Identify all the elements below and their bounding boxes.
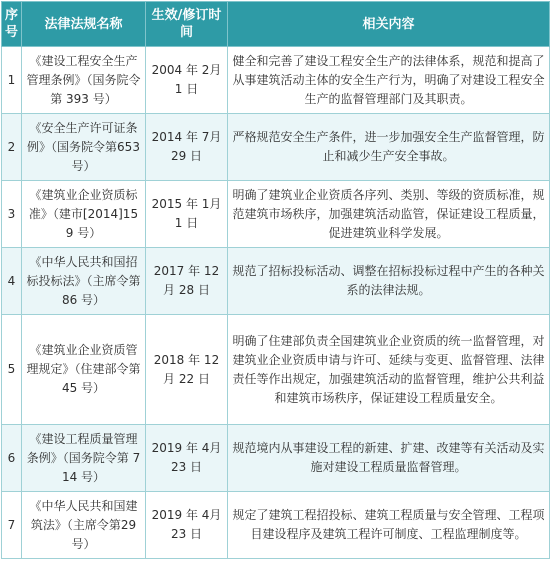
header-name: 法律法规名称 (22, 2, 146, 47)
effective-date: 2019 年 4月23 日 (146, 425, 228, 492)
table-row (2, 47, 550, 114)
row-num: 1 (2, 47, 22, 114)
regulation-name: 《建筑业企业资质管理规定》（住建部令第 45 号） (22, 315, 146, 425)
effective-date: 2017 年 12月 28 日 (146, 248, 228, 315)
row-num: 6 (2, 425, 22, 492)
regulation-name: 《安全生产许可证条例》（国务院令第653 号） (22, 114, 146, 181)
header-date: 生效/修订时间 (146, 2, 228, 47)
effective-date: 2004 年 2月1 日 (146, 47, 228, 114)
regulation-name: 《中华人民共和国建筑法》（主席令第29 号） (22, 492, 146, 559)
table-row (2, 492, 550, 559)
regulation-content: 健全和完善了建设工程安全生产的法律体系，规范和提高了从事建筑活动主体的安全生产行为，明确了对建设工程安全生产的监督管理部门及其职责。 (228, 47, 550, 114)
effective-date: 2019 年 4月23 日 (146, 492, 228, 559)
row-num: 3 (2, 181, 22, 248)
regulation-name: 《建设工程安全生产管理条例》（国务院令第 393 号） (22, 47, 146, 114)
header-num: 序号 (2, 2, 22, 47)
regulations-table (1, 1, 550, 559)
regulation-content: 规定了建筑工程招投标、建筑工程质量与安全管理、工程项目建设程序及建筑工程许可制度、工程监理制度等。 (228, 492, 550, 559)
table-row (2, 248, 550, 315)
table-row (2, 181, 550, 248)
row-num: 2 (2, 114, 22, 181)
regulation-name: 《建设工程质量管理条例》（国务院令第 714 号） (22, 425, 146, 492)
row-num: 5 (2, 315, 22, 425)
regulation-content: 严格规范安全生产条件，进一步加强安全生产监督管理，防止和减少生产安全事故。 (228, 114, 550, 181)
row-num: 7 (2, 492, 22, 559)
regulation-name: 《建筑业企业资质标准》（建市[2014]159 号） (22, 181, 146, 248)
effective-date: 2015 年 1月 1 日 (146, 181, 228, 248)
table-row (2, 114, 550, 181)
row-num: 4 (2, 248, 22, 315)
table-row (2, 315, 550, 425)
regulation-content: 明确了住建部负责全国建筑业企业资质的统一监督管理，对建筑业企业资质申请与许可、延续与变更、监督管理、法律责任等作出规定，加强建筑活动的监督管理，维护公共利益和建筑市场秩序，保证建设工程质量安全。 (228, 315, 550, 425)
effective-date: 2018 年 12月 22 日 (146, 315, 228, 425)
effective-date: 2014 年 7月29 日 (146, 114, 228, 181)
header-content: 相关内容 (228, 2, 550, 47)
regulation-content: 规范境内从事建设工程的新建、扩建、改建等有关活动及实施对建设工程质量监督管理。 (228, 425, 550, 492)
regulation-name: 《中华人民共和国招标投标法》（主席令第 86 号） (22, 248, 146, 315)
table-header-row (2, 2, 550, 47)
regulation-content: 规范了招标投标活动、调整在招标投标过程中产生的各种关系的法律法规。 (228, 248, 550, 315)
table-row (2, 425, 550, 492)
regulation-content: 明确了建筑业企业资质各序列、类别、等级的资质标准，规范建筑市场秩序，加强建筑活动监管，保证建设工程质量，促进建筑业科学发展。 (228, 181, 550, 248)
